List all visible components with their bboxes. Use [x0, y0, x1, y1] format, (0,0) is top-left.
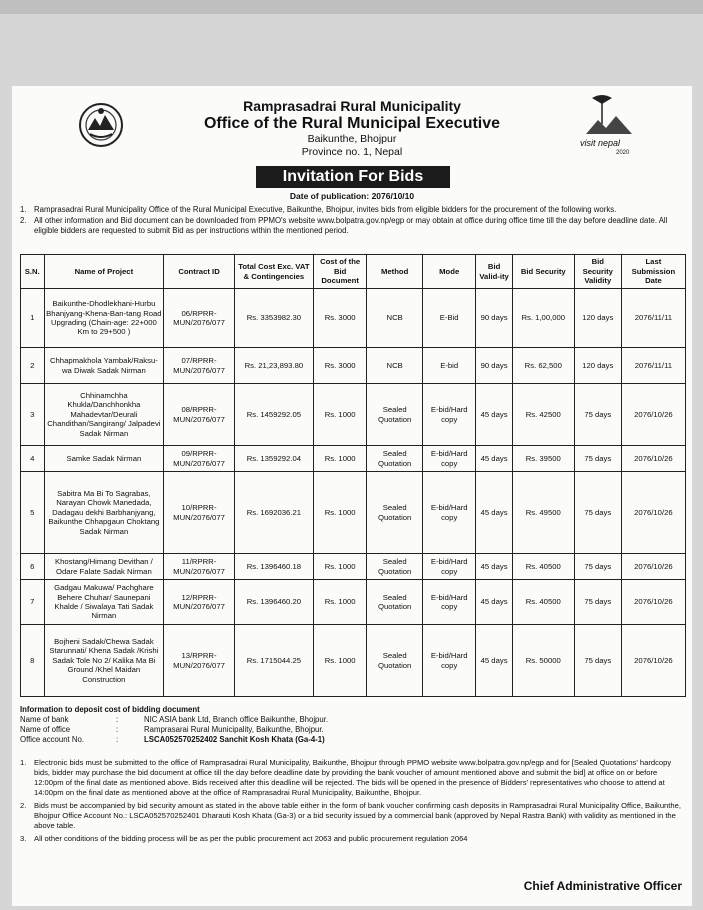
- note-item: [20, 758, 684, 798]
- table-row: [21, 472, 686, 554]
- table-row: [21, 625, 686, 697]
- cell-project: Khostang/Himang Devithan / Odare Falate Sadak Nirman: [44, 554, 164, 580]
- cell-last-date: 2076/11/11: [621, 348, 685, 384]
- cell-sn: 5: [21, 472, 45, 554]
- header-doc-cost: Cost of the Bid Document: [313, 255, 366, 289]
- cell-doc-cost: Rs. 1000: [313, 625, 366, 697]
- table-row: [21, 554, 686, 580]
- cell-mode: E-bid/Hard copy: [422, 472, 475, 554]
- cell-method: Sealed Quotation: [367, 446, 423, 472]
- cell-contract: 06/RPRR-MUN/2076/077: [164, 289, 235, 348]
- cell-cost: Rs. 1692036.21: [234, 472, 313, 554]
- visit-logo-text: visit nepal: [580, 138, 621, 148]
- cell-cost: Rs. 21,23,893.80: [234, 348, 313, 384]
- cell-contract: 10/RPRR-MUN/2076/077: [164, 472, 235, 554]
- publication-date: Date of publication: 2076/10/10: [289, 191, 415, 201]
- cell-validity: 90 days: [476, 289, 512, 348]
- deposit-row: [20, 715, 680, 725]
- cell-doc-cost: Rs. 1000: [313, 384, 366, 446]
- cell-sn: 3: [21, 384, 45, 446]
- cell-security: Rs. 49500: [512, 472, 574, 554]
- deposit-row: [20, 725, 680, 735]
- cell-validity: 45 days: [476, 625, 512, 697]
- cell-last-date: 2076/10/26: [621, 446, 685, 472]
- bids-table: [20, 254, 686, 697]
- deposit-value: LSCA052570252402 Sanchit Kosh Khata (Ga-4-1): [144, 735, 325, 744]
- cell-method: Sealed Quotation: [367, 580, 423, 625]
- cell-cost: Rs. 3353982.30: [234, 289, 313, 348]
- table-row: [21, 384, 686, 446]
- header-security-validity: Bid Security Validity: [574, 255, 621, 289]
- address-line2: Province no. 1, Nepal: [301, 146, 403, 158]
- cell-cost: Rs. 1396460.18: [234, 554, 313, 580]
- cell-cost: Rs. 1359292.04: [234, 446, 313, 472]
- deposit-label: Office account No.: [20, 735, 84, 744]
- cell-method: Sealed Quotation: [367, 384, 423, 446]
- intro-item: [20, 205, 685, 216]
- cell-security-validity: 75 days: [574, 580, 621, 625]
- cell-mode: E-bid/Hard copy: [422, 625, 475, 697]
- cell-validity: 90 days: [476, 348, 512, 384]
- cell-validity: 45 days: [476, 384, 512, 446]
- intro-text: All other information and Bid document can be downloaded from PPMO's website www.bolpatra.gov.np/egp or may obtain at office during office time till the day before deadline date. All eligible bidders are requested to submit Bid as per instructions within the mentioned period.: [34, 215, 668, 235]
- note-num: 3.: [20, 834, 27, 843]
- intro-text: Ramprasadrai Rural Municipality Office of the Rural Municipal Executive, Baikunthe, Bhojpur, invites bids from eligible bidders for the procurement of the following works.: [34, 205, 617, 214]
- header-project: Name of Project: [44, 255, 164, 289]
- cell-mode: E-bid/Hard copy: [422, 580, 475, 625]
- note-text: Bids must be accompanied by bid security amount as stated in the above table either in the form of bank voucher confirming cash deposits in Ramprasadrai Rural Municipality Office, Baikunthe, Bhojpur Office Account No.: LSCA052570252401 Dharauti Kosh Khata (Ga-3) or a bid security issued by a commercial bank (approved by Nepal Rastra Bank) with validity as mentioned in the above table.: [34, 801, 681, 830]
- cell-mode: E-Bid: [422, 289, 475, 348]
- cell-sn: 2: [21, 348, 45, 384]
- notice-document: [12, 86, 692, 906]
- note-num: 1.: [20, 758, 27, 767]
- intro-list: [20, 205, 685, 237]
- cell-contract: 12/RPRR-MUN/2076/077: [164, 580, 235, 625]
- cell-security: Rs. 62,500: [512, 348, 574, 384]
- note-num: 2.: [20, 801, 27, 810]
- cell-contract: 13/RPRR-MUN/2076/077: [164, 625, 235, 697]
- cell-sn: 6: [21, 554, 45, 580]
- cell-method: NCB: [367, 348, 423, 384]
- cell-last-date: 2076/10/26: [621, 472, 685, 554]
- table-row: [21, 348, 686, 384]
- note-item: [20, 801, 684, 831]
- intro-num: 2.: [20, 215, 27, 225]
- cell-validity: 45 days: [476, 554, 512, 580]
- cell-mode: E-bid/Hard copy: [422, 384, 475, 446]
- header-security: Bid Security: [512, 255, 574, 289]
- deposit-title: Information to deposit cost of bidding document: [20, 705, 200, 714]
- cell-security-validity: 75 days: [574, 472, 621, 554]
- org-name: Ramprasadrai Rural Municipality: [243, 98, 461, 114]
- table-header-row: [21, 255, 686, 289]
- deposit-value: NIC ASIA bank Ltd, Branch office Baikunthe, Bhojpur.: [144, 715, 329, 724]
- cell-security: Rs. 50000: [512, 625, 574, 697]
- cell-mode: E-bid: [422, 348, 475, 384]
- cell-project: Sabitra Ma Bi To Sagrabas, Narayan Chowk Manedada, Dadagau dekhi Barbhanjyang, Baikunthe Chhapgaun Choktang Sadak Nirman: [44, 472, 164, 554]
- cell-validity: 45 days: [476, 446, 512, 472]
- visit-nepal-logo-icon: [572, 94, 646, 156]
- address-line1: Baikunthe, Bhojpur: [307, 133, 397, 145]
- header-sn: S.N.: [21, 255, 45, 289]
- deposit-colon: :: [116, 715, 119, 724]
- deposit-colon: :: [116, 735, 119, 744]
- cell-security-validity: 75 days: [574, 446, 621, 472]
- cell-doc-cost: Rs. 1000: [313, 580, 366, 625]
- deposit-colon: :: [116, 725, 119, 734]
- note-text: All other conditions of the bidding process will be as per the public procurement act 2063 and public procurement regulation 2064: [34, 834, 468, 843]
- deposit-row: [20, 735, 680, 745]
- cell-security: Rs. 39500: [512, 446, 574, 472]
- cell-cost: Rs. 1396460.20: [234, 580, 313, 625]
- cell-mode: E-bid/Hard copy: [422, 554, 475, 580]
- cell-security: Rs. 40500: [512, 580, 574, 625]
- cell-last-date: 2076/10/26: [621, 384, 685, 446]
- cell-security-validity: 75 days: [574, 554, 621, 580]
- cell-last-date: 2076/10/26: [621, 554, 685, 580]
- cell-last-date: 2076/11/11: [621, 289, 685, 348]
- table-row: [21, 446, 686, 472]
- deposit-label: Name of bank: [20, 715, 69, 724]
- deposit-info: [20, 705, 680, 745]
- office-name: Office of the Rural Municipal Executive: [203, 115, 501, 132]
- notes-list: [20, 758, 684, 847]
- cell-project: Bojheni Sadak/Chewa Sadak Starunnati/ Khena Sadak /Krishi Sadak Tole No 2/ Kalika Ma Bi Ground /Khel Maidan Construction: [44, 625, 164, 697]
- cell-sn: 8: [21, 625, 45, 697]
- intro-item: [20, 216, 685, 237]
- cell-project: Chhapmakhola Yambak/Raksu-wa Diwak Sadak Nirman: [44, 348, 164, 384]
- cell-security: Rs. 40500: [512, 554, 574, 580]
- header-validity: Bid Valid-ity: [476, 255, 512, 289]
- cell-validity: 45 days: [476, 580, 512, 625]
- top-bar: [0, 0, 703, 14]
- header-method: Method: [367, 255, 423, 289]
- cell-security-validity: 75 days: [574, 384, 621, 446]
- table-row: [21, 580, 686, 625]
- cell-doc-cost: Rs. 1000: [313, 472, 366, 554]
- cell-project: Samke Sadak Nirman: [44, 446, 164, 472]
- deposit-label: Name of office: [20, 725, 71, 734]
- table-row: [21, 289, 686, 348]
- cell-method: Sealed Quotation: [367, 554, 423, 580]
- note-item: [20, 834, 684, 844]
- signature: Chief Administrative Officer: [523, 879, 682, 893]
- cell-contract: 11/RPRR-MUN/2076/077: [164, 554, 235, 580]
- notice-title: Invitation For Bids: [256, 166, 450, 188]
- cell-last-date: 2076/10/26: [621, 580, 685, 625]
- visit-logo-year: 2020: [616, 150, 630, 156]
- header-cost: Total Cost Exc. VAT & Contingencies: [234, 255, 313, 289]
- cell-sn: 1: [21, 289, 45, 348]
- cell-method: Sealed Quotation: [367, 625, 423, 697]
- cell-last-date: 2076/10/26: [621, 625, 685, 697]
- cell-contract: 07/RPRR-MUN/2076/077: [164, 348, 235, 384]
- cell-cost: Rs. 1459292.05: [234, 384, 313, 446]
- cell-project: Chhinamchha Khukla/Danchhonkha Mahadevtar/Deurali Chandithan/Sangirang/ Jalpadevi Sadak Nirman: [44, 384, 164, 446]
- cell-security-validity: 120 days: [574, 289, 621, 348]
- header-mode: Mode: [422, 255, 475, 289]
- cell-contract: 09/RPRR-MUN/2076/077: [164, 446, 235, 472]
- cell-doc-cost: Rs. 1000: [313, 446, 366, 472]
- deposit-value: Ramprasarai Rural Municipality, Baikunthe, Bhojpur.: [144, 725, 324, 734]
- cell-project: Baikunthe-Dhodlekhani-Hurbu Bhanjyang-Khena-Ban-tang Road Upgrading (Chain-age: 22+000 Km to 29+500 ): [44, 289, 164, 348]
- cell-doc-cost: Rs. 1000: [313, 554, 366, 580]
- cell-sn: 7: [21, 580, 45, 625]
- cell-security: Rs. 1,00,000: [512, 289, 574, 348]
- cell-doc-cost: Rs. 3000: [313, 348, 366, 384]
- header-last-date: Last Submission Date: [621, 255, 685, 289]
- cell-method: NCB: [367, 289, 423, 348]
- note-text: Electronic bids must be submitted to the office of Ramprasadrai Rural Municipality, Baikunthe, Bhojpur through PPMO website www.bolpatra.gov.np/egp and for [Sealed Quotations' hardcopy bids, bidder may purchase the bid document at office till the day before deadline date by providing the bank voucher of amount mentioned above and submit the bid] at office on or before 12:00pm of the final date as mentioned above. Bids received after this deadline will be rejected. The bids will be opened in the presence of Bidders' representatives who choose to attend at 14:00pm on the final date as mentioned above at the office of Ramprasadrai Rural Municipality, Baikunthe, Bhojpur.: [34, 758, 672, 797]
- cell-mode: E-bid/Hard copy: [422, 446, 475, 472]
- cell-sn: 4: [21, 446, 45, 472]
- header-contract: Contract ID: [164, 255, 235, 289]
- cell-contract: 08/RPRR-MUN/2076/077: [164, 384, 235, 446]
- cell-cost: Rs. 1715044.25: [234, 625, 313, 697]
- cell-security: Rs. 42500: [512, 384, 574, 446]
- cell-project: Gadgau Makuwa/ Pachghare Behere Chuhar/ Saunepani Khalde / Siwalaya Tati Sadak Nirman: [44, 580, 164, 625]
- cell-validity: 45 days: [476, 472, 512, 554]
- cell-security-validity: 75 days: [574, 625, 621, 697]
- intro-num: 1.: [20, 205, 27, 214]
- cell-method: Sealed Quotation: [367, 472, 423, 554]
- cell-doc-cost: Rs. 3000: [313, 289, 366, 348]
- cell-security-validity: 120 days: [574, 348, 621, 384]
